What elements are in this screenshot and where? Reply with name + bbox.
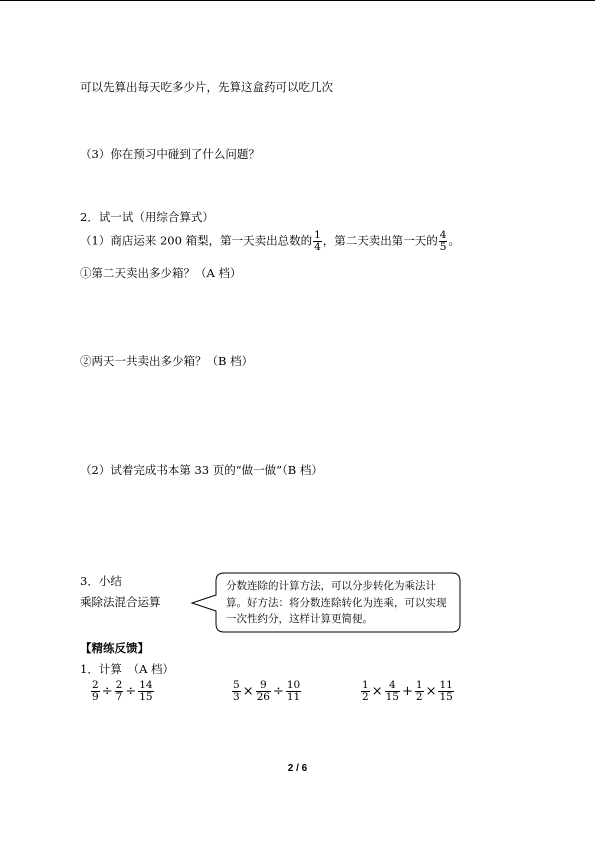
problem-2: （2）试着完成书本第 33 页的“做一做”（B 档）	[80, 463, 323, 477]
speech-bubble-text: 分数连除的计算方法，可以分步转化为乘法计算。好方法：将分数连除转化为连乘，可以实现一次性约分，这样计算更简便。	[226, 580, 447, 625]
operator: +	[401, 683, 413, 699]
expression-3	[360, 680, 455, 703]
expression-1	[90, 680, 155, 703]
operator: ×	[425, 683, 437, 699]
section-3-heading: 3．小结	[80, 574, 122, 588]
operator: ÷	[101, 683, 113, 699]
fraction: $\frac{9}{26}$	[256, 679, 270, 703]
fraction: $\frac{4}{5}$	[439, 229, 447, 253]
fraction: $\frac{5}{3}$	[233, 679, 240, 703]
fraction: $\frac{1}{2}$	[415, 679, 423, 703]
problem-1-text-c: 。	[448, 233, 460, 248]
problem-1	[80, 230, 460, 253]
section-2-heading: 2．试一试（用综合算式）	[80, 210, 214, 224]
operator: ÷	[125, 683, 137, 699]
fraction: $\frac{10}{11}$	[286, 679, 301, 703]
fraction: $\frac{11}{15}$	[439, 679, 453, 703]
sub-question-1: ①第二天卖出多少箱？（A 档）	[80, 266, 242, 280]
fraction: $\frac{2}{9}$	[92, 679, 99, 703]
question-3: （3）你在预习中碰到了什么问题？	[80, 147, 260, 161]
operator: ×	[242, 683, 254, 699]
text-line: 可以先算出每天吃多少片，先算这盒药可以吃几次	[80, 80, 333, 94]
fraction: $\frac{1}{2}$	[362, 679, 369, 703]
operator: ×	[371, 683, 383, 699]
fraction: $\frac{14}{15}$	[139, 679, 153, 703]
fraction: $\frac{2}{7}$	[115, 679, 123, 703]
header-rule	[0, 0, 595, 1]
speech-bubble	[190, 570, 462, 634]
practice-heading: 【精练反馈】	[80, 641, 149, 655]
page-number: 2 / 6	[287, 763, 308, 774]
problem-1-text-b: ，第二天卖出第一天的	[322, 233, 438, 248]
fraction: $\frac{1}{4}$	[314, 229, 321, 253]
fraction: $\frac{4}{15}$	[385, 679, 399, 703]
summary-topic: 乘除法混合运算	[80, 595, 161, 609]
exercise-1-heading: 1．计算 （A 档）	[80, 662, 175, 676]
operator: ÷	[272, 683, 284, 699]
sub-question-2: ②两天一共卖出多少箱？（B 档）	[80, 354, 254, 368]
expression-2	[231, 680, 302, 703]
problem-1-text-a: （1）商店运来 200 箱梨，第一天卖出总数的	[80, 233, 313, 248]
